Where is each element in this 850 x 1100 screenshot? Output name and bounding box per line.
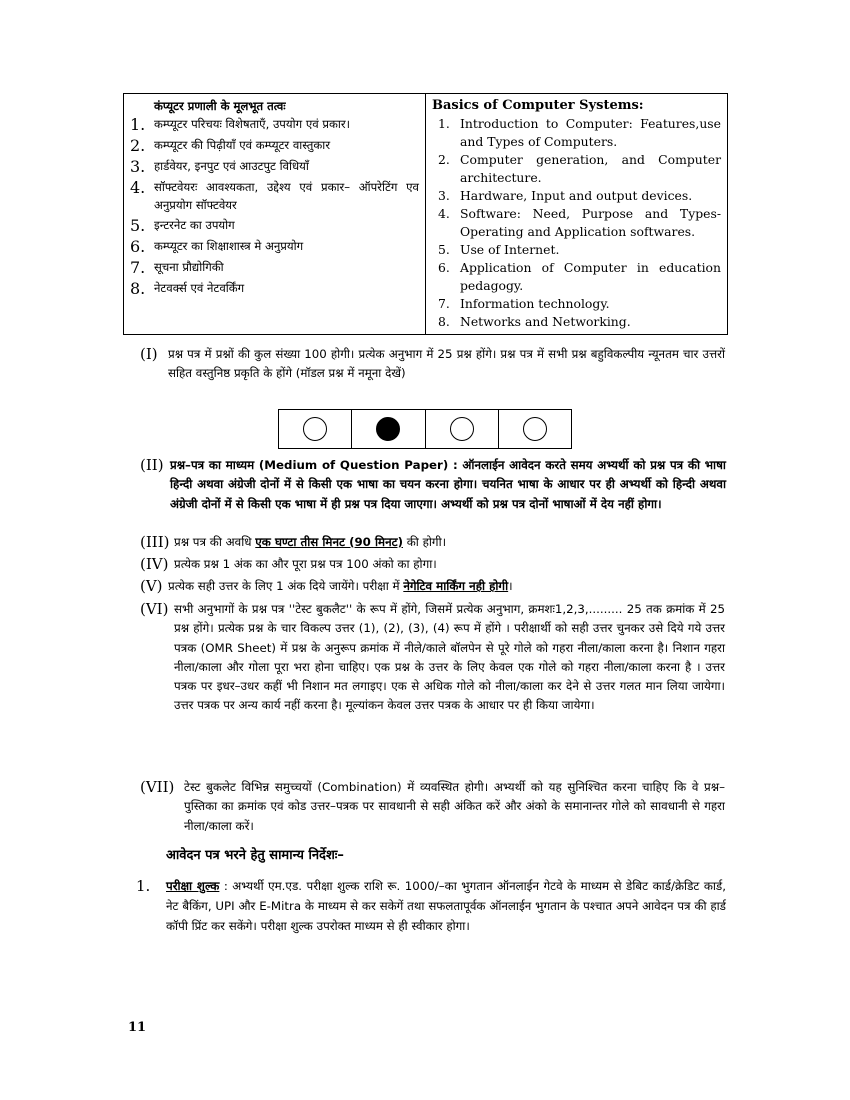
bubble-cell bbox=[499, 410, 571, 448]
note-text: प्रत्येक सही उत्तर के लिए 1 अंक दिये जायेंगे। परीक्षा में नेगेटिव मार्किंग नही होगी। bbox=[168, 579, 513, 593]
hindi-item-number: 6. bbox=[130, 237, 146, 256]
empty-circle-icon bbox=[303, 417, 327, 441]
english-item-text: Software: Need, Purpose and Types-Operating and Application softwares. bbox=[460, 206, 721, 239]
hindi-item bbox=[130, 157, 419, 176]
hindi-item bbox=[130, 237, 419, 256]
english-item-number: 8. bbox=[438, 314, 450, 329]
duration-highlight: एक घण्टा तीस मिनट (90 मिनट) bbox=[255, 535, 403, 549]
hindi-item-text: कम्प्यूटर परिचयः विशेषताएँ, उपयोग एवं प्रकार। bbox=[154, 117, 351, 131]
hindi-item-text: इन्टरनेट का उपयोग bbox=[154, 218, 235, 232]
note-text: प्रश्न पत्र की अवधि एक घण्टा तीस मिनट (90 मिनट) की होगी। bbox=[174, 535, 447, 549]
note-label: (VII) bbox=[140, 778, 175, 796]
fee-number: 1. bbox=[136, 877, 151, 895]
hindi-item-text: सूचना प्रौद्योगिकी bbox=[154, 260, 224, 274]
hindi-item-text: कम्प्यूटर की पिढ़ीयाँ एवं कम्प्यूटर वास्तुकार bbox=[154, 138, 331, 152]
hindi-column-title: कंप्यूटर प्रणाली के मूलभूत तत्वः bbox=[154, 99, 286, 113]
answer-bubbles-example bbox=[278, 409, 572, 449]
note-label: (VI) bbox=[140, 600, 169, 618]
syllabus-table bbox=[123, 93, 728, 335]
hindi-item bbox=[130, 258, 419, 277]
english-item bbox=[432, 241, 721, 259]
hindi-item bbox=[130, 178, 419, 214]
empty-circle-icon bbox=[523, 417, 547, 441]
english-item bbox=[432, 205, 721, 241]
note-3 bbox=[140, 533, 725, 552]
hindi-item-text: कम्प्यूटर का शिक्षाशास्त्र मे अनुप्रयोग bbox=[154, 239, 304, 253]
english-item-number: 5. bbox=[438, 242, 450, 257]
note-text: टेस्ट बुकलेट विभिन्न समुच्चयों (Combination) में व्यवस्थित होगी। अभ्यर्थी को यह सुनिश्चित करना चाहिए कि वे प्रश्न–पुस्तिका का क्रमांक एवं कोड उत्तर–पत्रक पर सावधानी से सही अंकित करें और अंको के समानान्तर गोले को सावधानी से गहरा नीला/काला करें। bbox=[184, 780, 725, 833]
hindi-item-number: 7. bbox=[130, 258, 146, 277]
negative-marking-highlight: नेगेटिव मार्किंग नही होगी bbox=[403, 579, 509, 593]
english-item bbox=[432, 295, 721, 313]
hindi-item bbox=[130, 216, 419, 235]
hindi-item-number: 1. bbox=[130, 115, 146, 134]
note-text: प्रश्न–पत्र का माध्यम (Medium of Question Paper) : ऑनलाईन आवेदन करते समय अभ्यर्थी को प्रश्न पत्र की भाषा हिन्दी अथवा अंग्रेजी दोनों में से किसी एक भाषा का चयन करना होगा। चयनित भाषा के आधार पर ही अभ्यर्थी को हिन्दी अथवा अंग्रेजी दोनों में से किसी एक भाषा में ही प्रश्न पत्र दिया जाएगा। अभ्यर्थी को प्रश्न पत्र दोनों भाषाओं में देय नहीं होगा। bbox=[170, 458, 726, 511]
hindi-item-number: 8. bbox=[130, 279, 146, 298]
hindi-item-number: 4. bbox=[130, 178, 146, 197]
note-4 bbox=[140, 555, 725, 574]
hindi-item-text: नेटवर्क्स एवं नेटवर्किंग bbox=[154, 281, 245, 295]
hindi-item-number: 3. bbox=[130, 157, 146, 176]
bubble-cell bbox=[352, 410, 425, 448]
english-column-title: Basics of Computer Systems: bbox=[432, 98, 644, 113]
note-label: (IV) bbox=[140, 555, 169, 573]
english-item-number: 3. bbox=[438, 188, 450, 203]
english-item-number: 1. bbox=[438, 116, 450, 131]
english-item-text: Introduction to Computer: Features,use and Types of Computers. bbox=[460, 116, 721, 149]
fee-instruction bbox=[136, 876, 726, 936]
fee-label: परीक्षा शुल्क bbox=[166, 879, 220, 893]
english-item-text: Computer generation, and Computer architecture. bbox=[460, 152, 721, 185]
note-1 bbox=[140, 345, 725, 384]
note-2 bbox=[140, 456, 726, 514]
hindi-item-number: 5. bbox=[130, 216, 146, 235]
note-text: सभी अनुभागों के प्रश्न पत्र ''टेस्ट बुकलैट'' के रूप में होंगे, जिसमें प्रत्येक अनुभाग, क्रमशः1,2,3,......... 25 तक क्रमांक में 25 प्रश्न होंगे। प्रत्येक प्रश्न के चार विकल्प उत्तर (1), (2), (3), (4) रूप में होंगे । परीक्षार्थी को सही उत्तर चुनकर उसे दिये गये उत्तर पत्रक (OMR Sheet) में प्रश्न के अनुरूप क्रमांक में नीले/काले बॉलपेन से पूरे गोले को गहरा नीला/काला करना है। निशान गहरा नीला/काला और गोला पूरा भरा होना चाहिए। एक प्रश्न के उत्तर के लिए केवल एक गोले को गहरा नीला/काला करना है । उत्तर पत्रक पर इधर–उधर कहीं भी निशान मत लगाइए। एक से अधिक गोले को नीला/काला कर देने से उत्तर गलत मान लिया जायेगा। उत्तर पत्रक पर अन्य कार्य नहीं करना है। मूल्यांकन केवल उत्तर पत्रक के आधार पर ही किया जायेगा। bbox=[174, 602, 725, 713]
bubble-cell bbox=[426, 410, 499, 448]
english-item bbox=[432, 115, 721, 151]
english-item bbox=[432, 313, 721, 331]
fee-text: परीक्षा शुल्क : अभ्यर्थी एम.एड. परीक्षा शुल्क राशि रू. 1000/–का भुगतान ऑनलाईन गेटवे के माध्यम से डेबिट कार्ड/क्रेडिट कार्ड, नेट बैकिंग, UPI और E-Mitra के माध्यम से कर सकेगें तथा सफलतापूर्वक ऑनलाईन भुगतान के पश्चात अपने आवेदन पत्र की हार्ड कॉपी प्रिंट कर सकेंगे। परीक्षा शुल्क उपरोक्त माध्यम से ही स्वीकार होगा। bbox=[166, 879, 726, 933]
page-number: 11 bbox=[128, 1020, 147, 1035]
empty-circle-icon bbox=[450, 417, 474, 441]
english-item-text: Application of Computer in education pedagogy. bbox=[460, 260, 721, 293]
note-6 bbox=[140, 600, 725, 716]
note-text: प्रत्येक प्रश्न 1 अंक का और पूरा प्रश्न पत्र 100 अंको का होगा। bbox=[174, 557, 437, 571]
english-item-text: Use of Internet. bbox=[460, 242, 560, 257]
note-label: (III) bbox=[140, 533, 170, 551]
english-column bbox=[426, 94, 727, 334]
english-item-number: 7. bbox=[438, 296, 450, 311]
english-item-number: 2. bbox=[438, 152, 450, 167]
hindi-item-text: हार्डवेयर, इनपुट एवं आउटपुट विधियाँ bbox=[154, 159, 309, 173]
english-item bbox=[432, 151, 721, 187]
english-item bbox=[432, 187, 721, 205]
hindi-column bbox=[124, 94, 426, 334]
note-text: प्रश्न पत्र में प्रश्नों की कुल संख्या 100 होगी। प्रत्येक अनुभाग में 25 प्रश्न होंगे। प्रश्न पत्र में सभी प्रश्न बहुविकल्पीय न्यूनतम चार उत्तरों सहित वस्तुनिष्ठ प्रकृति के होंगे (मॉडल प्रश्न में नमूना देखें) bbox=[168, 347, 725, 381]
note-label: (I) bbox=[140, 345, 158, 363]
hindi-item-list bbox=[130, 115, 419, 298]
english-item-list bbox=[432, 115, 721, 331]
note-7 bbox=[140, 778, 725, 836]
english-item bbox=[432, 259, 721, 295]
hindi-item bbox=[130, 115, 419, 134]
bubble-cell bbox=[279, 410, 352, 448]
english-item-number: 4. bbox=[438, 206, 450, 221]
note-label: (II) bbox=[140, 456, 164, 474]
english-item-number: 6. bbox=[438, 260, 450, 275]
hindi-item bbox=[130, 279, 419, 298]
english-item-text: Hardware, Input and output devices. bbox=[460, 188, 693, 203]
hindi-item bbox=[130, 136, 419, 155]
note-label: (V) bbox=[140, 577, 163, 595]
note-5 bbox=[140, 577, 725, 596]
english-item-text: Networks and Networking. bbox=[460, 314, 631, 329]
section-heading: आवेदन पत्र भरने हेतु सामान्य निर्देशः– bbox=[166, 848, 344, 863]
filled-circle-icon bbox=[376, 417, 400, 441]
hindi-item-text: सॉफ्टवेयरः आवश्यकता, उद्देश्य एवं प्रकार– ऑपरेटिंग एव अनुप्रयोग सॉफ्टवेयर bbox=[154, 180, 419, 212]
hindi-item-number: 2. bbox=[130, 136, 146, 155]
english-item-text: Information technology. bbox=[460, 296, 610, 311]
